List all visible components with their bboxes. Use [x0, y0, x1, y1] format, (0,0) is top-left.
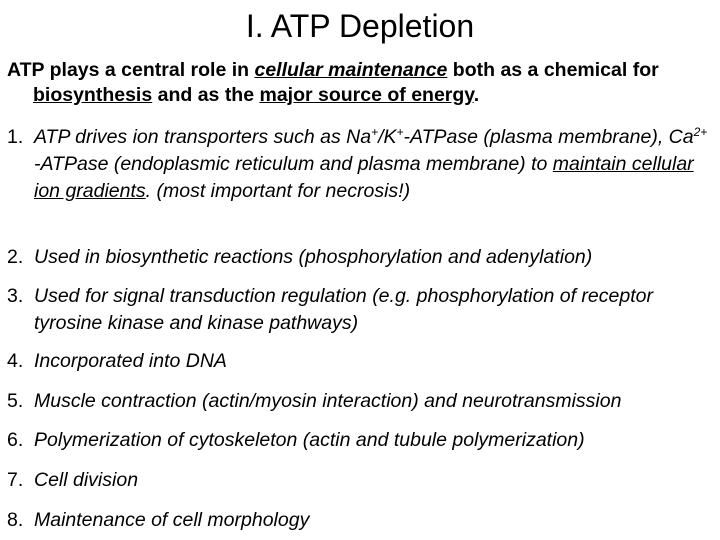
- item1-sup-na: +: [371, 125, 379, 139]
- item1-sup-k: +: [396, 125, 404, 139]
- list-number: 7.: [7, 469, 24, 491]
- intro-term-biosynthesis: biosynthesis: [33, 84, 153, 106]
- list-item-text: Maintenance of cell morphology: [34, 509, 310, 531]
- list-item-6: [7, 427, 713, 454]
- list-item-text: Incorporated into DNA: [34, 350, 227, 372]
- intro-paragraph: [7, 58, 713, 108]
- list-number: 2.: [7, 246, 24, 268]
- item1-text-c: -ATPase (plasma membrane), Ca: [403, 126, 694, 148]
- list-item-7: [7, 467, 713, 494]
- list-number: 3.: [7, 285, 24, 307]
- list-item-text: Cell division: [34, 469, 139, 491]
- item1-text-a: ATP drives ion transporters such as Na: [34, 126, 372, 148]
- list-item-text: Polymerization of cytoskeleton (actin and tubule polymerization): [34, 429, 585, 451]
- intro-text-4: .: [473, 84, 480, 106]
- item1-sup-ca: 2+: [693, 125, 708, 139]
- list-number: 1.: [7, 126, 24, 148]
- item1-text-e: . (most important for necrosis!): [145, 180, 411, 202]
- list-item-text: [7, 124, 713, 205]
- list-item-text: Muscle contraction (actin/myosin interaction) and neurotransmission: [34, 390, 622, 412]
- item1-text-d: -ATPase (endoplasmic reticulum and plasma membrane) to: [34, 153, 553, 175]
- intro-text-1: ATP plays a central role in: [7, 59, 255, 81]
- list-number: 6.: [7, 429, 24, 451]
- list-item-text: Used in biosynthetic reactions (phosphorylation and adenylation): [34, 246, 593, 268]
- list-item-3: [7, 283, 713, 337]
- list-number: 8.: [7, 509, 24, 531]
- list-item-text: Used for signal transduction regulation (e.g. phosphorylation of receptor tyrosine kinase and kinase pathways): [34, 285, 653, 334]
- item1-underlined: maintain cellular ion gradients: [34, 153, 694, 202]
- list-item-4: [7, 348, 713, 375]
- intro-term-energy: major source of energy: [259, 84, 474, 106]
- list-number: 5.: [7, 390, 24, 412]
- intro-text-2: both as a chemical for: [447, 59, 659, 81]
- intro-text-3: and as the: [152, 84, 260, 106]
- intro-term-cellular-maintenance: cellular maintenance: [254, 59, 448, 81]
- list-item-2: [7, 244, 713, 271]
- slide-title: I. ATP Depletion: [245, 8, 475, 44]
- list-item-8: [7, 507, 713, 534]
- list-number: 4.: [7, 350, 24, 372]
- list-item-1: [7, 124, 713, 205]
- list-item-5: [7, 388, 713, 415]
- item1-text-b: /K: [378, 126, 397, 148]
